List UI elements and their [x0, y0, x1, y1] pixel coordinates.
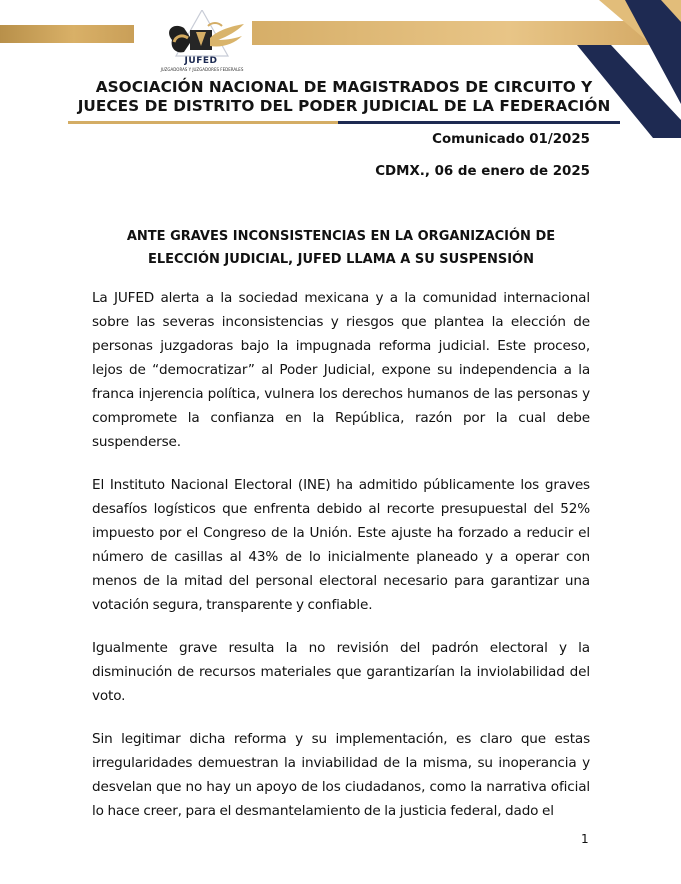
comunicado-number: Comunicado 01/2025 — [432, 132, 590, 147]
paragraph: Igualmente grave resulta la no revisión del padrón electoral y la disminución de recursos materiales que garantizarían la inviolabilidad del voto. — [92, 640, 590, 704]
organization-title-line-1: ASOCIACIÓN NACIONAL DE MAGISTRADOS DE CIRCUITO Y — [95, 78, 593, 96]
paragraph: La JUFED alerta a la sociedad mexicana y a la comunidad internacional sobre las severas inconsistencias y riesgos que plantea la elección de personas juzgadoras bajo la impugnada reforma judicial. Este proceso, lejos de “democratizar” al Poder Judicial, expone su independencia a la franca injerencia política, vulnera los derechos humanos de las personas y compromete la confianza en la República, razón por la cual debe suspenderse. — [92, 290, 590, 450]
date-line: CDMX., 06 de enero de 2025 — [375, 164, 590, 179]
header-corner-graphic — [521, 0, 681, 140]
logo-wordmark: JUFED — [184, 56, 218, 66]
title-underline-navy — [338, 121, 620, 124]
body-text — [92, 286, 590, 842]
title-underline-gold — [68, 121, 338, 124]
organization-title-line-2: JUECES DE DISTRITO DEL PODER JUDICIAL DE LA FEDERACIÓN — [77, 97, 611, 115]
paragraph: El Instituto Nacional Electoral (INE) ha admitido públicamente los graves desafíos logísticos que enfrenta debido al recorte presupuestal del 52% impuesto por el Congreso de la Unión. Este ajuste ha forzado a reducir el número de casillas al 43% de lo inicialmente planeado y a operar con menos de la mitad del personal electoral necesario para garantizar una votación segura, transparente y confiable. — [92, 477, 590, 613]
paragraph: Sin legitimar dicha reforma y su implementación, es claro que estas irregularidades demuestran la inviabilidad de la misma, su inoperancia y desvelan que no hay un apoyo de los ciudadanos, como la narrativa oficial lo hace creer, para el desmantelamiento de la justicia federal, dado el — [92, 731, 590, 819]
page-number: 1 — [581, 832, 589, 846]
headline-line-2: ELECCIÓN JUDICIAL, JUFED LLAMA A SU SUSPENSIÓN — [148, 252, 534, 267]
logo-subtitle: JUZGADORAS Y JUZGADORES FEDERALES — [160, 67, 244, 72]
headline-line-1: ANTE GRAVES INCONSISTENCIAS EN LA ORGANIZACIÓN DE — [126, 229, 556, 244]
organization-title — [60, 78, 628, 116]
headline — [92, 225, 590, 271]
header-gold-band-left — [0, 25, 134, 43]
